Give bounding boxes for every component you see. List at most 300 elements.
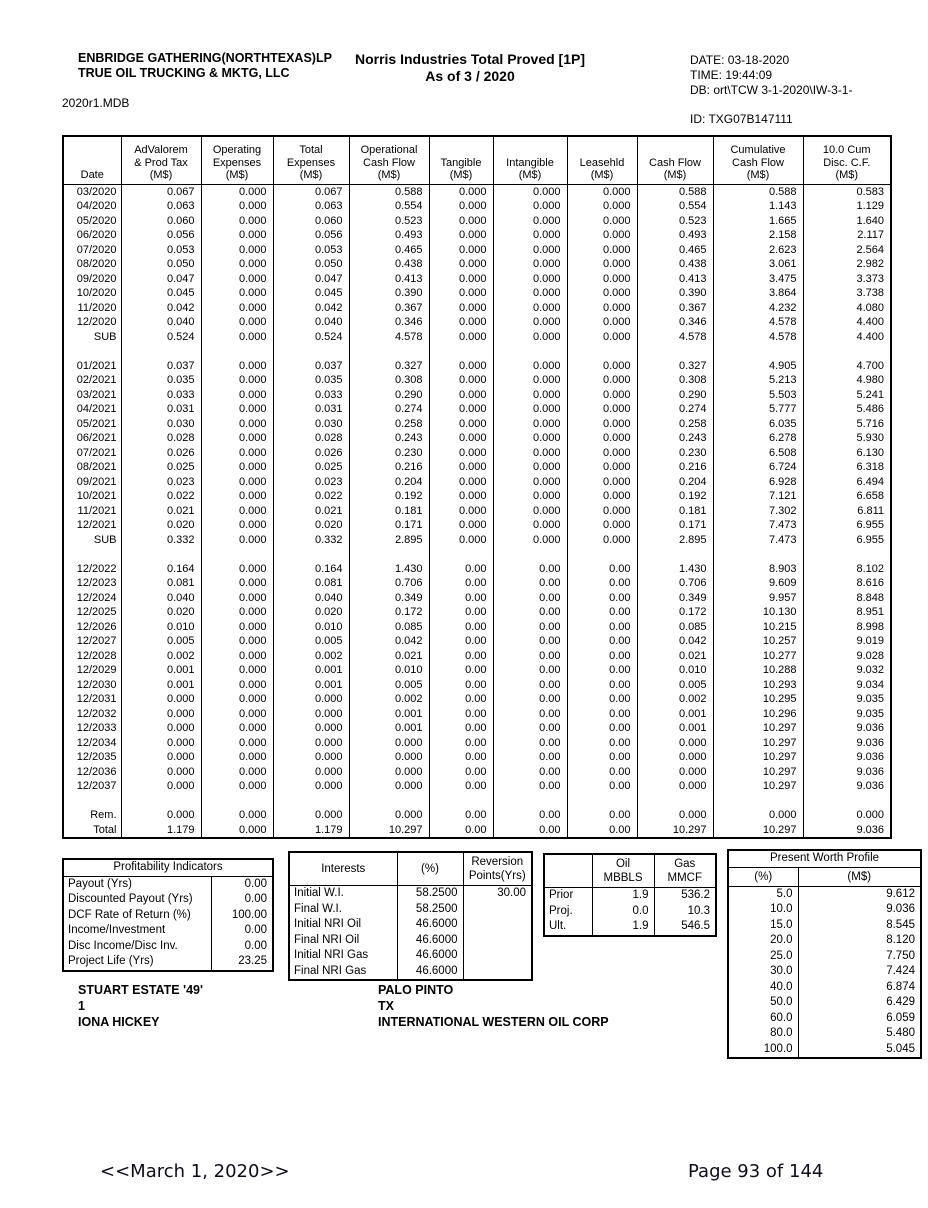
indicator-value: 100.00 <box>211 908 273 924</box>
cashflow-cell: 0.000 <box>201 605 273 620</box>
cashflow-cell: 0.067 <box>273 184 349 199</box>
cashflow-row <box>63 184 891 199</box>
cashflow-cell: 0.000 <box>567 184 637 199</box>
cashflow-cell: 0.413 <box>637 272 713 287</box>
cashflow-cell: 11/2020 <box>77 301 117 314</box>
cashflow-cell: 0.000 <box>493 184 567 199</box>
report-subtitle: As of 3 / 2020 <box>425 68 515 84</box>
cashflow-cell: 0.000 <box>201 649 273 664</box>
present-worth-value: 6.059 <box>798 1011 921 1027</box>
cashflow-cell: 0.042 <box>349 634 429 649</box>
cashflow-cell: 0.001 <box>121 663 201 678</box>
cashflow-cell: 0.005 <box>637 678 713 693</box>
cashflow-row <box>63 315 891 330</box>
spacer-row <box>63 547 891 562</box>
interests-table <box>288 851 533 981</box>
present-worth-row <box>728 918 921 934</box>
cashflow-cell: 3.373 <box>803 272 891 287</box>
cashflow-cell: 0.033 <box>273 388 349 403</box>
cashflow-cell: 0.00 <box>567 779 637 794</box>
cashflow-cell: 0.00 <box>493 620 567 635</box>
cashflow-cell: 12/2021 <box>76 519 117 531</box>
cashflow-cell: 0.000 <box>567 489 637 504</box>
cashflow-row <box>63 576 891 591</box>
cashflow-cell: 0.002 <box>637 692 713 707</box>
spacer-row <box>63 794 891 809</box>
cashflow-table <box>62 135 892 839</box>
cashflow-cell: 0.00 <box>429 736 493 751</box>
column-header <box>713 136 803 184</box>
cashflow-cell: 0.000 <box>201 388 273 403</box>
cashflow-cell: 2.895 <box>637 533 713 548</box>
cashflow-cell: 5.930 <box>803 431 891 446</box>
cashflow-cell: 0.00 <box>493 605 567 620</box>
cashflow-cell: 0.000 <box>273 707 349 722</box>
cashflow-cell: 0.000 <box>201 199 273 214</box>
cashflow-cell: 0.037 <box>273 359 349 374</box>
profitability-row <box>63 876 273 892</box>
cashflow-row <box>63 417 891 432</box>
cashflow-cell: 0.021 <box>349 649 429 664</box>
cashflow-cell: 0.000 <box>429 214 493 229</box>
cashflow-cell: 0.000 <box>201 214 273 229</box>
cashflow-cell: 03/2021 <box>76 388 117 401</box>
cashflow-cell: 0.000 <box>429 272 493 287</box>
header-line: (M$) <box>847 870 872 883</box>
cashflow-cell: 2.117 <box>803 228 891 243</box>
cashflow-cell: 0.010 <box>121 620 201 635</box>
spacer-cell <box>63 344 121 359</box>
discount-rate: 80.0 <box>728 1026 798 1042</box>
cashflow-cell: 6.928 <box>713 475 803 490</box>
lease-info <box>78 982 203 1030</box>
cashflow-cell: 0.524 <box>273 330 349 345</box>
cashflow-cell: 0.000 <box>201 315 273 330</box>
cashflow-cell: 0.000 <box>493 272 567 287</box>
cashflow-cell: 0.000 <box>493 373 567 388</box>
cashflow-cell: 0.000 <box>201 562 273 577</box>
discount-rate: 30.0 <box>728 964 798 980</box>
cashflow-cell: 0.192 <box>349 489 429 504</box>
cashflow-cell: 1.430 <box>349 562 429 577</box>
cashflow-cell: 0.000 <box>429 417 493 432</box>
cashflow-cell: 6.278 <box>713 431 803 446</box>
cashflow-cell: 1.179 <box>121 823 201 839</box>
reserves-row <box>544 888 716 904</box>
cashflow-cell: 0.031 <box>273 402 349 417</box>
header-line: Oil <box>615 858 631 870</box>
cashflow-cell: 0.172 <box>637 605 713 620</box>
cashflow-cell: 0.035 <box>121 373 201 388</box>
indicator-value: 0.00 <box>211 876 273 892</box>
cashflow-cell: 3.864 <box>713 286 803 301</box>
reserves-label: Prior <box>549 889 574 901</box>
cashflow-cell: 0.258 <box>637 417 713 432</box>
cashflow-cell: 0.081 <box>273 576 349 591</box>
oil-value: 1.9 <box>592 888 654 904</box>
profitability-row <box>63 908 273 924</box>
present-worth-header-row <box>728 867 921 886</box>
cashflow-cell: 2.895 <box>349 533 429 548</box>
cashflow-cell: 0.000 <box>273 750 349 765</box>
cashflow-cell: 4.578 <box>349 330 429 345</box>
cashflow-cell: 0.465 <box>349 243 429 258</box>
spacer-cell <box>429 344 493 359</box>
cashflow-cell: 0.000 <box>429 460 493 475</box>
cashflow-cell: 6.508 <box>713 446 803 461</box>
cashflow-cell: 0.493 <box>637 228 713 243</box>
cashflow-cell: 9.028 <box>803 649 891 664</box>
cashflow-cell: 0.523 <box>637 214 713 229</box>
spacer-cell <box>273 547 349 562</box>
cashflow-cell: 0.346 <box>349 315 429 330</box>
cashflow-cell: 0.050 <box>121 257 201 272</box>
cashflow-cell: 8.951 <box>803 605 891 620</box>
cashflow-cell: 10.297 <box>713 779 803 794</box>
cashflow-cell: 0.000 <box>493 388 567 403</box>
cashflow-cell: 0.332 <box>273 533 349 548</box>
cashflow-cell: 4.700 <box>803 359 891 374</box>
cashflow-cell: 0.000 <box>121 692 201 707</box>
cashflow-cell: 3.061 <box>713 257 803 272</box>
cashflow-cell: 06/2021 <box>76 432 117 444</box>
cashflow-cell: 0.164 <box>273 562 349 577</box>
cashflow-cell: 0.002 <box>349 692 429 707</box>
header-line: MMCF <box>667 872 702 884</box>
cashflow-cell: 0.00 <box>493 736 567 751</box>
cashflow-cell: 0.000 <box>567 228 637 243</box>
discount-rate: 5.0 <box>728 886 798 902</box>
cashflow-cell: 0.025 <box>121 460 201 475</box>
cashflow-cell: 6.035 <box>713 417 803 432</box>
cashflow-row <box>63 779 891 794</box>
cashflow-cell: 0.00 <box>429 591 493 606</box>
cashflow-cell: 0.000 <box>201 765 273 780</box>
cashflow-cell: 0.00 <box>429 562 493 577</box>
discount-rate: 25.0 <box>728 949 798 965</box>
cashflow-cell: 1.430 <box>637 562 713 577</box>
cashflow-cell: 4.980 <box>803 373 891 388</box>
cashflow-cell: 01/2021 <box>76 359 117 372</box>
report-title: Norris Industries Total Proved [1P] <box>354 51 585 67</box>
cashflow-cell: 0.00 <box>429 823 493 839</box>
interest-label: Final NRI Gas <box>294 964 367 977</box>
cashflow-cell: 0.000 <box>201 489 273 504</box>
cashflow-cell: 0.000 <box>273 765 349 780</box>
cashflow-cell: 0.000 <box>273 779 349 794</box>
cashflow-cell: 0.000 <box>201 663 273 678</box>
cashflow-cell: 0.290 <box>637 388 713 403</box>
spacer-cell <box>201 547 273 562</box>
cashflow-cell: 4.905 <box>713 359 803 374</box>
cashflow-cell: 0.060 <box>273 214 349 229</box>
cashflow-cell: 0.000 <box>201 750 273 765</box>
cashflow-cell: 2.158 <box>713 228 803 243</box>
cashflow-cell: 0.000 <box>429 184 493 199</box>
interest-percent: 46.6000 <box>397 964 463 981</box>
cashflow-cell: 05/2020 <box>76 214 117 227</box>
cashflow-cell: 0.00 <box>567 750 637 765</box>
cashflow-row <box>63 620 891 635</box>
page-number: Page 93 of 144 <box>688 1161 824 1182</box>
cashflow-cell: 0.081 <box>121 576 201 591</box>
cashflow-cell: 0.000 <box>201 373 273 388</box>
cashflow-cell: 0.000 <box>201 823 273 839</box>
cashflow-cell: 0.00 <box>429 707 493 722</box>
cashflow-cell: 0.000 <box>493 417 567 432</box>
cashflow-cell: 0.181 <box>349 504 429 519</box>
cashflow-cell: 5.777 <box>713 402 803 417</box>
cashflow-cell: 0.000 <box>201 228 273 243</box>
header-line: (M$) <box>299 169 323 181</box>
present-worth-title-row <box>728 850 921 867</box>
header-line: Operational <box>360 144 418 156</box>
cashflow-cell: 0.000 <box>567 330 637 345</box>
spacer-cell <box>429 794 493 809</box>
cashflow-cell: 10.277 <box>713 649 803 664</box>
cashflow-cell: 0.025 <box>273 460 349 475</box>
header-line: Cash Flow <box>732 156 784 169</box>
cashflow-cell: 0.290 <box>349 388 429 403</box>
cashflow-cell: 0.000 <box>493 315 567 330</box>
company-line-1: ENBRIDGE GATHERING(NORTHTEXAS)LP <box>78 51 332 65</box>
cashflow-cell: 0.000 <box>429 228 493 243</box>
present-worth-value: 8.545 <box>798 918 921 934</box>
present-worth-row <box>728 964 921 980</box>
cashflow-row <box>63 518 891 533</box>
cashflow-cell: 0.000 <box>201 504 273 519</box>
cashflow-cell: 10.297 <box>349 823 429 839</box>
cashflow-cell: 0.390 <box>637 286 713 301</box>
interests-header-row <box>289 852 532 886</box>
header-line: Leasehld <box>579 156 625 169</box>
reserves-row <box>544 919 716 936</box>
location-info <box>378 982 609 1030</box>
cashflow-cell: 0.000 <box>201 721 273 736</box>
cashflow-row <box>63 286 891 301</box>
cashflow-cell: 0.023 <box>273 475 349 490</box>
cashflow-cell: 10.130 <box>713 605 803 620</box>
cashflow-row <box>63 475 891 490</box>
cashflow-cell: 12/2028 <box>76 649 117 662</box>
cashflow-cell: 0.000 <box>121 707 201 722</box>
interest-label: Final NRI Oil <box>294 933 360 946</box>
cashflow-cell: 0.00 <box>493 692 567 707</box>
cashflow-cell: 0.042 <box>273 301 349 316</box>
cashflow-cell: 0.00 <box>567 736 637 751</box>
cashflow-cell: 0.524 <box>121 330 201 345</box>
cashflow-cell: 1.665 <box>713 214 803 229</box>
cashflow-row <box>63 605 891 620</box>
cashflow-cell: 0.493 <box>349 228 429 243</box>
cashflow-cell: 0.020 <box>273 605 349 620</box>
reserves-header <box>592 854 654 888</box>
cashflow-cell: 0.005 <box>349 678 429 693</box>
discount-rate: 40.0 <box>728 980 798 996</box>
cashflow-cell: 0.000 <box>493 214 567 229</box>
cashflow-cell: 0.00 <box>493 823 567 839</box>
cashflow-cell: 0.000 <box>429 402 493 417</box>
discount-rate: 15.0 <box>728 918 798 934</box>
cashflow-cell: 04/2020 <box>76 200 117 212</box>
cashflow-cell: 0.000 <box>273 692 349 707</box>
cashflow-cell: 0.000 <box>637 736 713 751</box>
interest-label: Final W.I. <box>294 902 342 915</box>
lease-name: STUART ESTATE '49' <box>78 983 203 997</box>
cashflow-cell: 12/2025 <box>76 606 117 618</box>
interests-header <box>289 852 397 886</box>
interest-percent: 58.2500 <box>397 886 463 902</box>
header-line: Tangible <box>440 156 482 169</box>
header-line: (M$) <box>518 169 542 181</box>
cashflow-cell: 0.00 <box>493 765 567 780</box>
present-worth-row <box>728 1042 921 1059</box>
reserves-row <box>544 904 716 920</box>
spacer-cell <box>637 547 713 562</box>
cashflow-cell: 0.000 <box>429 388 493 403</box>
present-worth-row <box>728 980 921 996</box>
header-line: (M$) <box>449 169 473 181</box>
cashflow-cell: 0.000 <box>493 402 567 417</box>
present-worth-value: 6.874 <box>798 980 921 996</box>
spacer-cell <box>803 344 891 359</box>
present-worth-row <box>728 995 921 1011</box>
cashflow-cell: 0.067 <box>121 184 201 199</box>
cashflow-cell: 0.085 <box>349 620 429 635</box>
cashflow-cell: 0.000 <box>349 779 429 794</box>
cashflow-cell: 0.274 <box>637 402 713 417</box>
cashflow-cell: 6.658 <box>803 489 891 504</box>
cashflow-cell: 12/2029 <box>76 664 117 676</box>
cashflow-cell: 0.000 <box>349 750 429 765</box>
cashflow-row <box>63 721 891 736</box>
cashflow-cell: 0.000 <box>201 460 273 475</box>
header-line: (M$) <box>590 169 614 181</box>
cashflow-cell: 0.243 <box>637 431 713 446</box>
cashflow-cell: 0.00 <box>567 663 637 678</box>
cashflow-cell: 3.475 <box>713 272 803 287</box>
interest-percent: 46.6000 <box>397 917 463 933</box>
spacer-cell <box>803 794 891 809</box>
cashflow-cell: 6.318 <box>803 460 891 475</box>
cashflow-cell: 0.060 <box>121 214 201 229</box>
indicator-value: 0.00 <box>211 939 273 955</box>
cashflow-cell: 0.085 <box>637 620 713 635</box>
cashflow-cell: 0.000 <box>567 388 637 403</box>
cashflow-cell: 0.00 <box>493 591 567 606</box>
header-line: Disc. C.F. <box>823 156 871 169</box>
cashflow-cell: 0.045 <box>121 286 201 301</box>
cashflow-cell: 1.640 <box>803 214 891 229</box>
present-worth-value: 9.036 <box>798 902 921 918</box>
present-worth-value: 6.429 <box>798 995 921 1011</box>
cashflow-cell: 0.000 <box>567 504 637 519</box>
cashflow-cell: 0.000 <box>493 504 567 519</box>
cashflow-cell: 10.297 <box>713 736 803 751</box>
cashflow-cell: 0.00 <box>493 808 567 823</box>
present-worth-header <box>728 867 798 886</box>
cashflow-cell: 0.000 <box>493 460 567 475</box>
cashflow-cell: 5.716 <box>803 417 891 432</box>
cashflow-header-row <box>63 136 891 184</box>
present-worth-row <box>728 886 921 902</box>
cashflow-cell: 10/2020 <box>76 287 117 299</box>
cashflow-row <box>63 228 891 243</box>
header-line: Reversion <box>471 856 524 868</box>
cashflow-cell: 0.000 <box>121 736 201 751</box>
cashflow-cell: 10.295 <box>713 692 803 707</box>
present-worth-value: 5.045 <box>798 1042 921 1059</box>
cashflow-cell: 06/2020 <box>76 229 117 241</box>
cashflow-cell: 0.023 <box>121 475 201 490</box>
reserves-header <box>654 854 716 888</box>
interests-header <box>463 852 532 886</box>
state-name: TX <box>378 999 394 1013</box>
cashflow-cell: 1.129 <box>803 199 891 214</box>
cashflow-cell: 0.000 <box>493 228 567 243</box>
cashflow-cell: 0.554 <box>637 199 713 214</box>
cashflow-cell: 0.001 <box>273 663 349 678</box>
cashflow-cell: 0.045 <box>273 286 349 301</box>
cashflow-cell: 8.102 <box>803 562 891 577</box>
cashflow-cell: 0.047 <box>273 272 349 287</box>
cashflow-cell: 0.000 <box>429 489 493 504</box>
cashflow-cell: 0.204 <box>349 475 429 490</box>
cashflow-cell: 0.332 <box>121 533 201 548</box>
cashflow-cell: 0.000 <box>637 808 713 823</box>
cashflow-cell: 0.000 <box>637 765 713 780</box>
cashflow-cell: 7.473 <box>713 518 803 533</box>
header-line: Points(Yrs) <box>468 870 526 882</box>
cashflow-cell: 0.706 <box>637 576 713 591</box>
spacer-cell <box>429 547 493 562</box>
spacer-cell <box>493 344 567 359</box>
header-line: Expenses <box>286 156 336 169</box>
cashflow-row <box>63 243 891 258</box>
oil-value: 1.9 <box>592 919 654 936</box>
cashflow-cell: 0.000 <box>429 315 493 330</box>
cashflow-cell: 0.022 <box>273 489 349 504</box>
cashflow-cell: 1.179 <box>273 823 349 839</box>
cashflow-cell: 0.056 <box>121 228 201 243</box>
cashflow-cell: 4.400 <box>803 315 891 330</box>
cashflow-row <box>63 736 891 751</box>
cashflow-cell: 10.296 <box>713 707 803 722</box>
cashflow-cell: 0.000 <box>429 446 493 461</box>
cashflow-cell: 0.000 <box>201 330 273 345</box>
report-meta <box>690 53 852 127</box>
cashflow-cell: 0.349 <box>637 591 713 606</box>
cashflow-cell: 0.554 <box>349 199 429 214</box>
profitability-title-row <box>63 859 273 876</box>
cashflow-cell: 0.000 <box>493 257 567 272</box>
cashflow-row <box>63 388 891 403</box>
cashflow-cell: 0.00 <box>493 663 567 678</box>
spacer-cell <box>349 547 429 562</box>
reversion-points <box>463 917 532 933</box>
cashflow-cell: 0.000 <box>201 533 273 548</box>
cashflow-cell: 0.413 <box>349 272 429 287</box>
cashflow-cell: 0.000 <box>201 257 273 272</box>
cashflow-cell: 0.583 <box>803 184 891 199</box>
cashflow-cell: 0.438 <box>349 257 429 272</box>
cashflow-cell: 0.000 <box>429 431 493 446</box>
cashflow-row <box>63 199 891 214</box>
column-header <box>63 136 121 184</box>
discount-rate: 10.0 <box>728 902 798 918</box>
interests-row <box>289 917 532 933</box>
profitability-row <box>63 892 273 908</box>
